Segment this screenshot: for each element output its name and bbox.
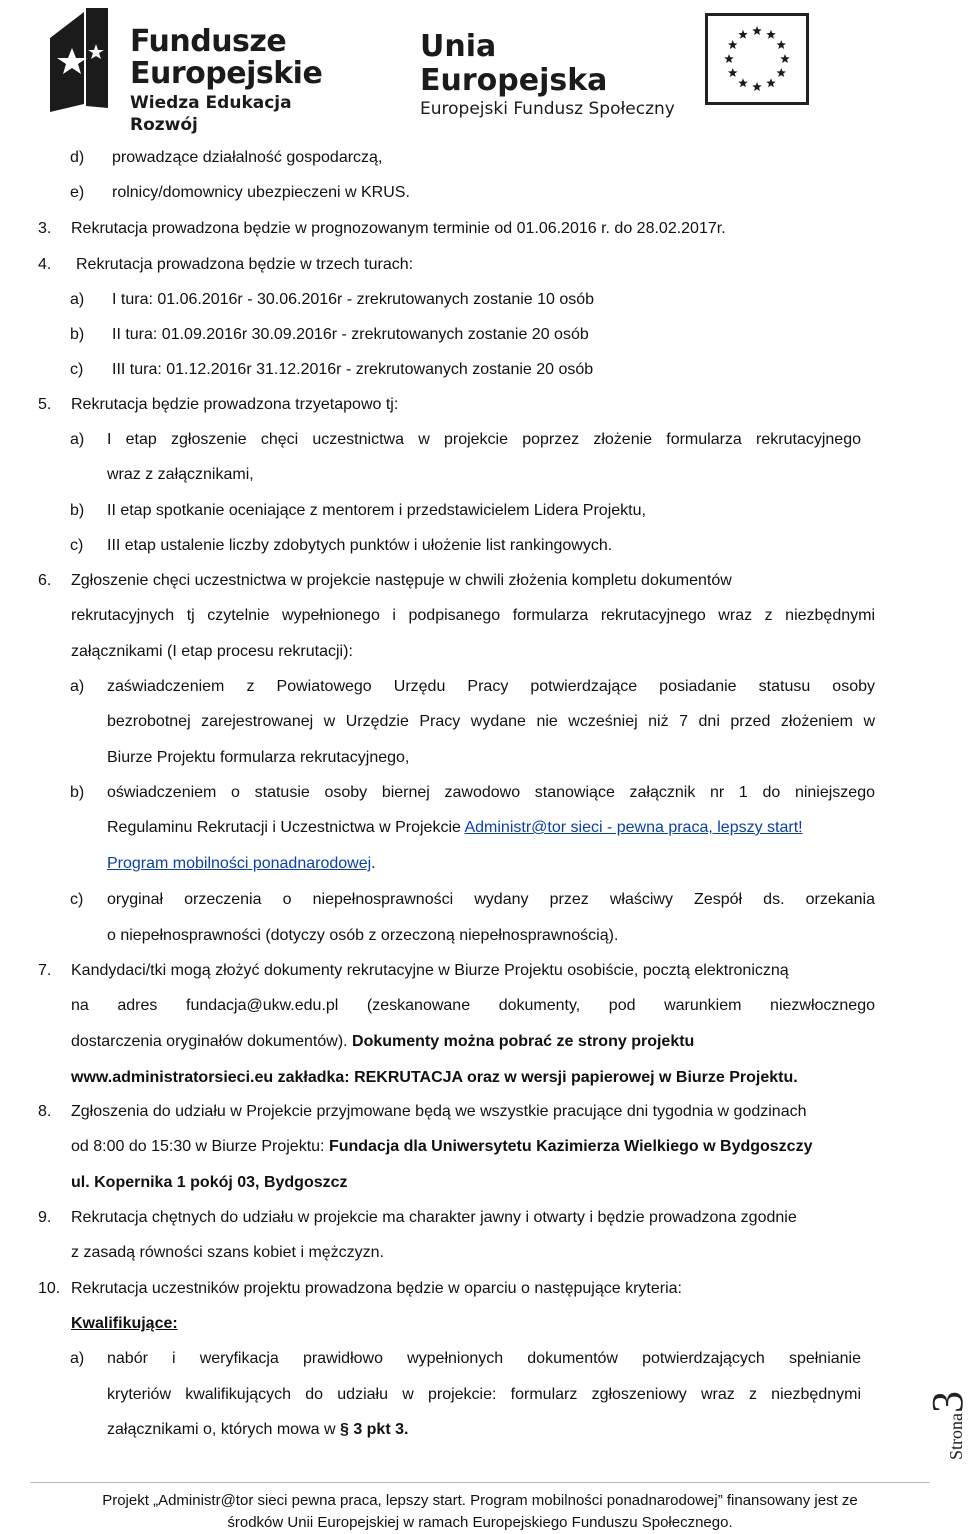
point-10a-line-3-bold: § 3 pkt 3. [339,1421,409,1438]
point-4c-text: III tura: 01.12.2016r 31.12.2016r - zrekrutowanych zostanie 20 osób [112,361,594,378]
eu-star-icon [724,54,734,63]
point-4-number: 4. [38,256,52,273]
point-5a-label: a) [70,431,85,448]
point-4a-text: I tura: 01.06.2016r - 30.06.2016r - zrekrutowanych zostanie 10 osób [112,291,595,308]
point-7-line-3-text: dostarczenia oryginałów dokumentów). [71,1033,353,1050]
point-8-line-1: Zgłoszenia do udziału w Projekcie przyjmowane będą we wszystkie pracujące dni tygodnia w godzinach [71,1103,807,1120]
fe-emblem-icon [50,8,120,112]
point-4b-text: II tura: 01.09.2016r 30.09.2016r - zrekrutowanych zostanie 20 osób [112,326,589,343]
point-6b-line-3-end: . [371,855,376,872]
point-6c-line-1: oryginał orzeczenia o niepełnosprawności wydany przez właściwy Zespół ds. orzekania [107,891,875,908]
point-9-line-2: z zasadą równości szans kobiet i mężczyzn. [71,1244,385,1261]
eu-star-icon [728,40,738,49]
item-d-text: prowadzące działalność gospodarczą, [112,149,383,166]
item-e-text: rolnicy/domownicy ubezpieczeni w KRUS. [112,184,410,201]
unia-europejska-logo-text [420,29,690,119]
point-10a-line-1: nabór i weryfikacja prawidłowo wypełnionych dokumentów potwierdzających spełnianie [107,1350,861,1367]
eu-flag-icon [705,13,809,105]
qualifying-heading: Kwalifikujące: [71,1315,178,1332]
eu-star-icon [780,54,790,63]
point-6c-line-2: o niepełnosprawności (dotyczy osób z orzeczoną niepełnosprawnością). [107,927,619,944]
eu-star-icon [776,68,786,77]
point-10a-line-3 [107,1420,408,1440]
ue-title: Unia Europejska [420,29,608,98]
point-6a-line-2: bezrobotnej zarejestrowanej w Urzędzie Pracy wydane nie wcześniej niż 7 dni przed złożeniem w [107,713,875,730]
point-9-line-1: Rekrutacja chętnych do udziału w projekcie ma charakter jawny i otwarty i będzie prowadzona zgodnie [71,1209,797,1226]
eu-star-icon [766,30,776,39]
page-number-margin [923,1380,972,1460]
point-9-number: 9. [38,1209,52,1226]
point-7-line-4: www.administratorsieci.eu zakładka: REKRUTACJA oraz w wersji papierowej w Biurze Projektu. [71,1069,798,1086]
point-4-text: Rekrutacja prowadzona będzie w trzech turach: [76,256,414,273]
point-5a-line-1: I etap zgłoszenie chęci uczestnictwa w projekcie poprzez złożenie formularza rekrutacyjnego [107,431,861,448]
eu-star-icon [738,78,748,87]
point-8-line-2 [71,1137,812,1157]
point-5b-label: b) [70,502,85,519]
point-6b-line-2-text: Regulaminu Rekrutacji i Uczestnictwa w Projekcie [107,819,465,836]
point-5-text: Rekrutacja będzie prowadzona trzyetapowo tj: [71,396,399,413]
point-8-line-3: ul. Kopernika 1 pokój 03, Bydgoszcz [71,1174,348,1191]
fundusze-europejskie-logo [50,8,350,135]
item-e-label: e) [70,184,85,201]
point-6-line-3: załącznikami (I etap procesu rekrutacji): [71,643,353,660]
point-6-line-2: rekrutacyjnych tj czytelnie wypełnionego i podpisanego formularza rekrutacyjnego wraz z niezbędnymi [71,607,875,624]
point-6b-label: b) [70,784,85,801]
point-5b-text: II etap spotkanie oceniające z mentorem i przedstawicielem Lidera Projektu, [107,502,646,519]
point-6b-line-1: oświadczeniem o statusie osoby biernej zawodowo stanowiące załącznik nr 1 do niniejszego [107,784,875,801]
point-5a-line-2: wraz z załącznikami, [107,466,254,483]
point-10-text: Rekrutacja uczestników projektu prowadzona będzie w oparciu o następujące kryteria: [71,1280,682,1297]
point-4c-label: c) [70,361,84,378]
point-8-number: 8. [38,1103,52,1120]
point-10a-line-3-text: załącznikami o, których mowa w [107,1421,340,1438]
point-6-line-1: Zgłoszenie chęci uczestnictwa w projekcie następuje w chwili złożenia kompletu dokumentów [71,572,732,589]
eu-star-icon [766,78,776,87]
point-6a-label: a) [70,678,85,695]
point-4a-label: a) [70,291,85,308]
fe-logo-line-1: Fundusze [130,24,287,59]
page-header [0,0,960,135]
point-7-number: 7. [38,962,52,979]
point-6c-label: c) [70,891,84,908]
point-7-line-3-bold: Dokumenty można pobrać ze strony projektu [352,1033,695,1050]
fe-logo-line-3: Wiedza Edukacja Rozwój [130,93,292,135]
eu-star-icon [738,30,748,39]
point-10-number: 10. [38,1280,61,1297]
footer-divider [30,1482,930,1483]
ue-subtitle: Europejski Fundusz Społeczny [420,99,675,119]
point-6b-line-2 [107,818,803,838]
point-5c-text: III etap ustalenie liczby zdobytych punktów i ułożenie list rankingowych. [107,537,613,554]
footer-line-2: środków Unii Europejskiej w ramach Europejskiego Funduszu Społecznego. [227,1514,733,1531]
footer-line-1: Projekt „Administr@tor sieci pewna praca, lepszy start. Program mobilności ponadnarodowej” finansowany jest ze [102,1492,858,1509]
point-5c-label: c) [70,537,84,554]
point-3-text: Rekrutacja prowadzona będzie w prognozowanym terminie od 01.06.2016 r. do 28.02.2017r. [71,220,726,237]
point-5-number: 5. [38,396,52,413]
eu-star-icon [752,26,762,35]
page-number-label: Strona [946,1413,966,1460]
page-number-value: 3 [923,1391,972,1413]
project-link-2[interactable]: Program mobilności ponadnarodowej [107,855,372,872]
fe-logo-line-2: Europejskie [130,56,323,91]
eu-star-icon [728,68,738,77]
page-footer [0,1490,960,1534]
point-6-number: 6. [38,572,52,589]
point-7-line-1: Kandydaci/tki mogą złożyć dokumenty rekrutacyjne w Biurze Projektu osobiście, pocztą elektroniczną [71,962,789,979]
point-6a-line-1: zaświadczeniem z Powiatowego Urzędu Pracy potwierdzające posiadanie statusu osoby [107,678,875,695]
eu-star-icon [752,82,762,91]
point-3-number: 3. [38,220,52,237]
eu-star-icon [776,40,786,49]
point-8-line-2-text: od 8:00 do 15:30 w Biurze Projektu: [71,1138,329,1155]
point-8-line-2-bold: Fundacja dla Uniwersytetu Kazimierza Wielkiego w Bydgoszczy [328,1138,813,1155]
project-link-1[interactable]: Administr@tor sieci - pewna praca, lepszy start! [464,819,803,836]
point-7-line-3 [71,1032,694,1052]
point-10a-line-2: kryteriów kwalifikujących do udziału w projekcie: formularz zgłoszeniowy wraz z niezbędnymi [107,1386,861,1403]
point-6b-line-3 [107,854,376,874]
point-4b-label: b) [70,326,85,343]
point-10a-label: a) [70,1350,85,1367]
point-7-line-2: na adres fundacja@ukw.edu.pl (zeskanowane dokumenty, pod warunkiem niezwłocznego [71,997,875,1014]
item-d-label: d) [70,149,85,166]
point-6a-line-3: Biurze Projektu formularza rekrutacyjnego, [107,749,410,766]
fe-logo-text [130,26,350,136]
